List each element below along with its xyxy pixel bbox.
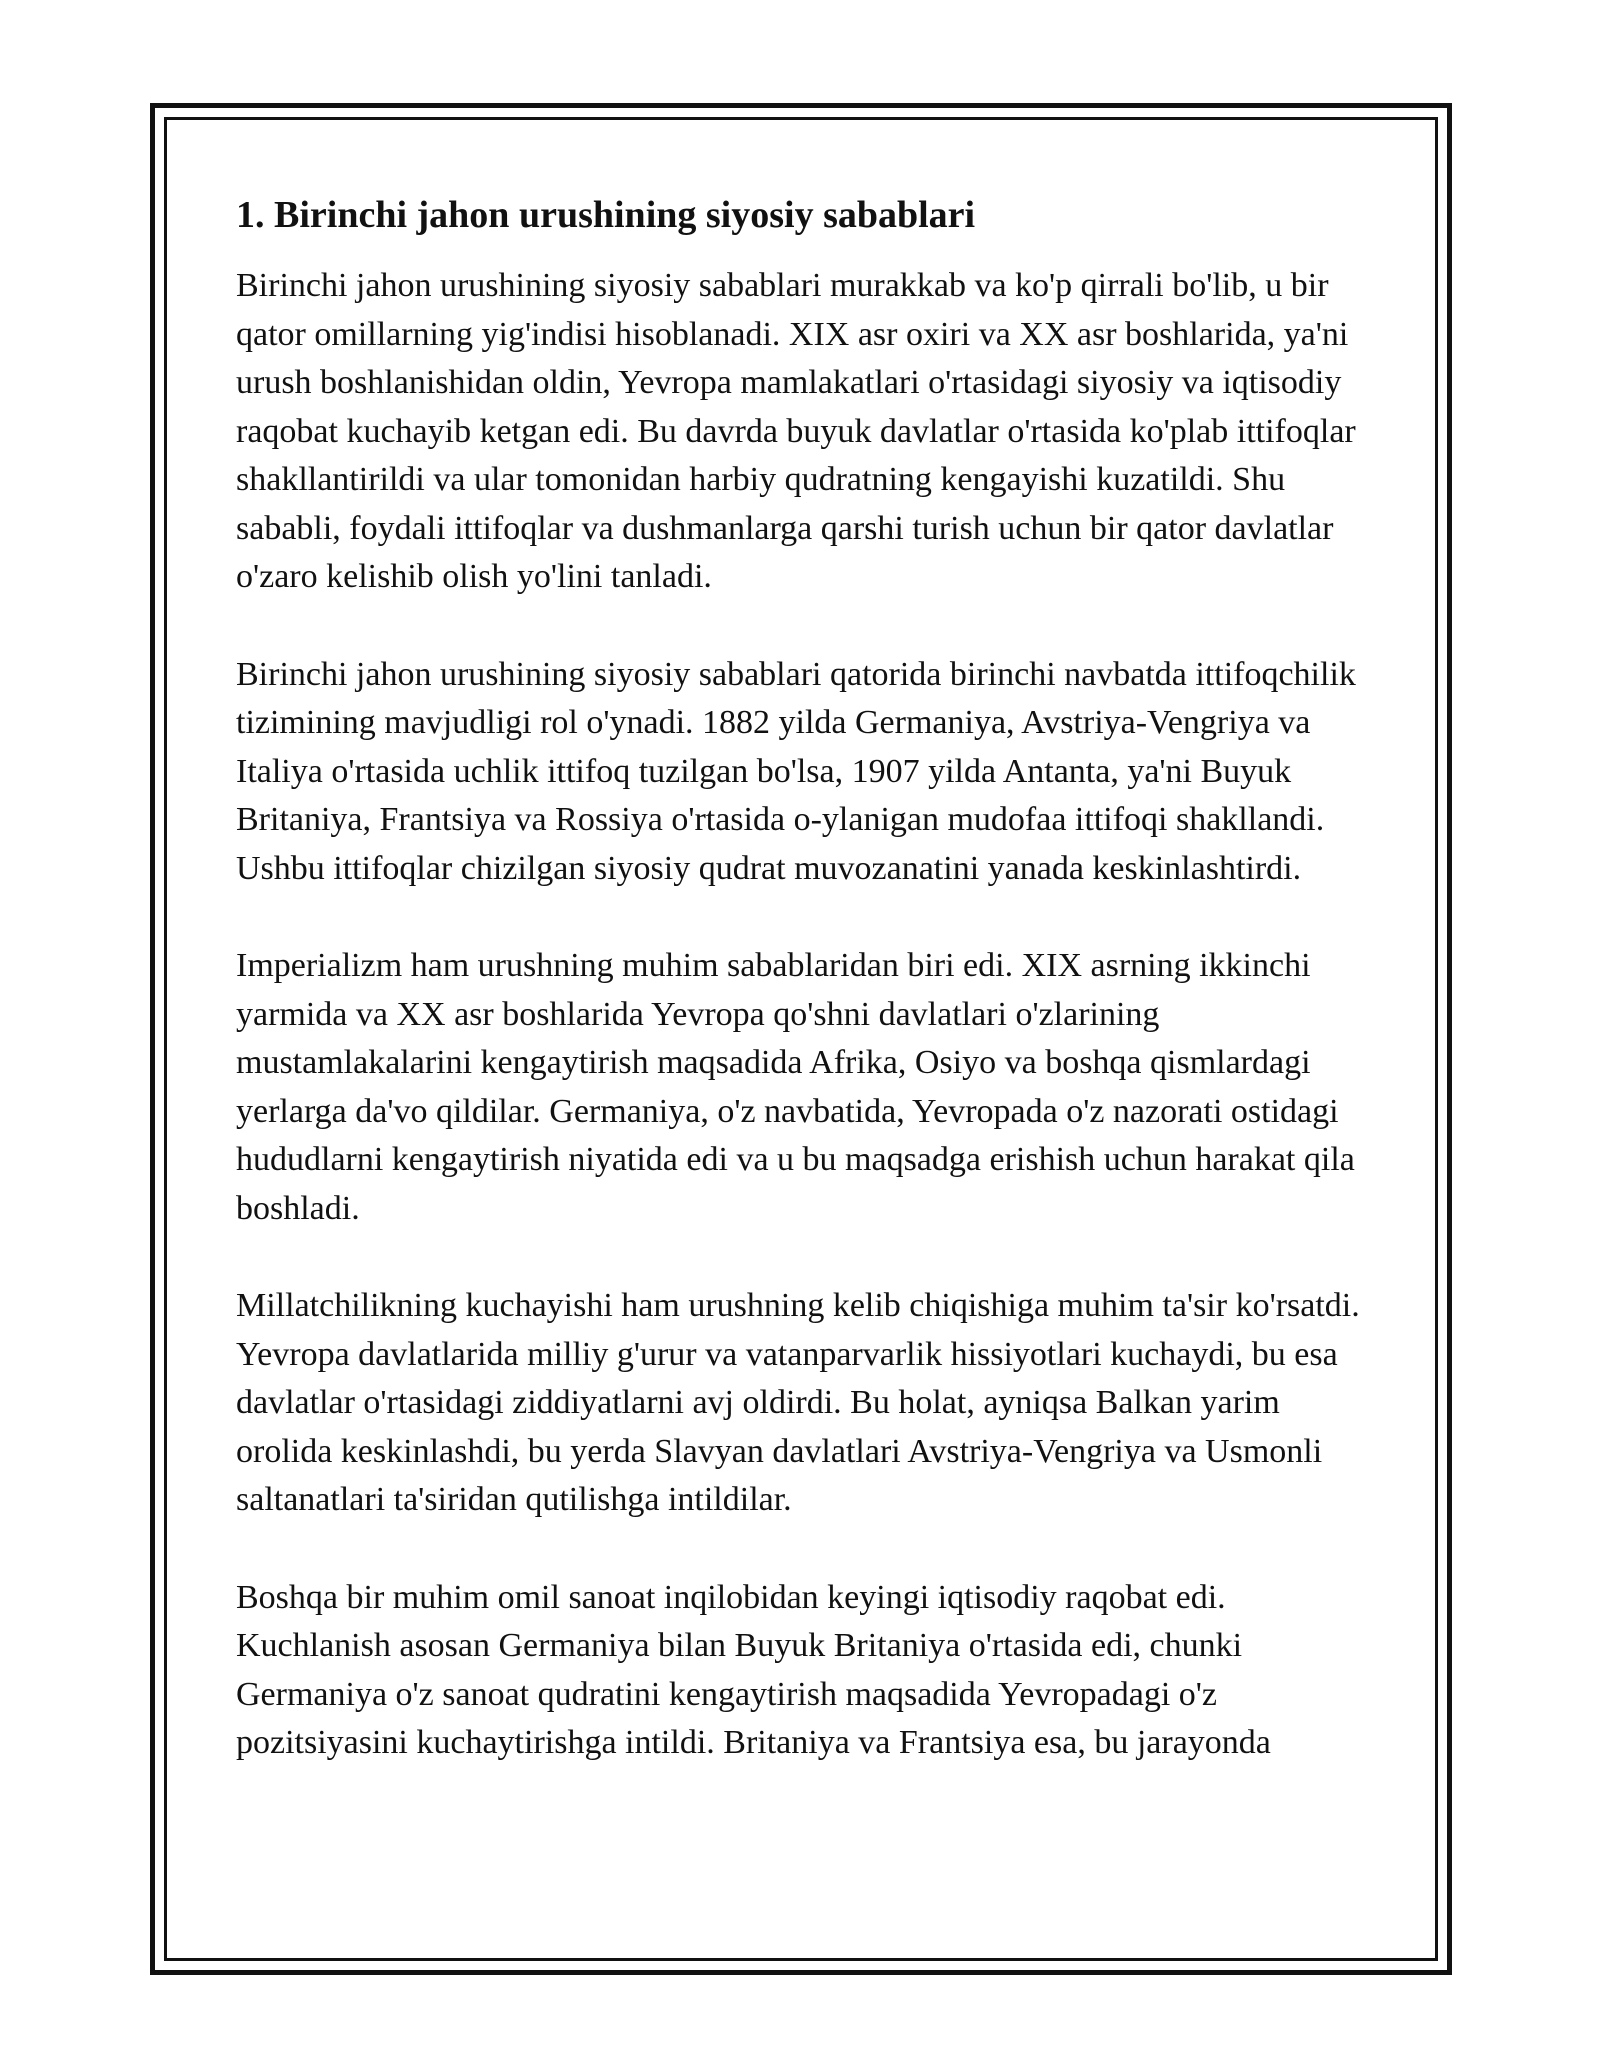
paragraph-5: Boshqa bir muhim omil sanoat inqilobidan keyingi iqtisodiy raqobat edi. Kuchlanish asosan Germaniya bilan Buyuk Britaniya o'rtasida edi, chunki Germaniya o'z sanoat qudratini kengaytirish maqsadida Yevropadagi o'z pozitsiyasini kuchaytirishga intildi. Britaniya va Frantsiya esa, bu jarayonda (236, 1578, 1271, 1761)
paragraph-2: Birinchi jahon urushining siyosiy sabablari qatorida birinchi navbatda ittifoqchilik tizimining mavjudligi rol o'ynadi. 1882 yilda Germaniya, Avstriya-Vengriya va Italiya o'rtasida uchlik ittifoq tuzilgan bo'lsa, 1907 yilda Antanta, ya'ni Buyuk Britaniya, Frantsiya va Rossiya o'rtasida o-ylanigan mudofaa ittifoqi shakllandi. Ushbu ittifoqlar chizilgan siyosiy qudrat muvozanatini yanada keskinlashtirdi. (236, 655, 1356, 887)
document-body (236, 190, 1376, 1817)
paragraph-4: Millatchilikning kuchayishi ham urushning kelib chiqishiga muhim ta'sir ko'rsatdi. Yevropa davlatlarida milliy g'urur va vatanparvarlik hissiyotlari kuchaydi, bu esa davlatlar o'rtasidagi ziddiyatlarni avj oldirdi. Bu holat, ayniqsa Balkan yarim orolida keskinlashdi, bu yerda Slavyan davlatlari Avstriya-Vengriya va Usmonli saltanatlari ta'siridan qutilishga intildilar. (236, 1287, 1360, 1518)
section-heading: 1. Birinchi jahon urushining siyosiy sabablari (236, 194, 976, 236)
paragraph-3: Imperializm ham urushning muhim sabablaridan biri edi. XIX asrning ikkinchi yarmida va XX asr boshlarida Yevropa qo'shni davlatlari o'zlarining mustamlakalarini kengaytirish maqsadida Afrika, Osiyo va boshqa qismlardagi yerlarga da'vo qildilar. Germaniya, o'z navbatida, Yevropada o'z nazorati ostidagi hududlarni kengaytirish niyatida edi va u bu maqsadga erishish uchun harakat qila boshladi. (236, 947, 1355, 1227)
paragraph-1: Birinchi jahon urushining siyosiy sabablari murakkab va ko'p qirrali bo'lib, u bir qator omillarning yig'indisi hisoblanadi. XIX asr oxiri va XX asr boshlarida, ya'ni urush boshlanishidan oldin, Yevropa mamlakatlari o'rtasidagi siyosiy va iqtisodiy raqobat kuchayib ketgan edi. Bu davrda buyuk davlatlar o'rtasida ko'plab ittifoqlar shakllantirildi va ular tomonidan harbiy qudratning kengayishi kuzatildi. Shu sababli, foydali ittifoqlar va dushmanlarga qarshi turish uchun bir qator davlatlar o'zaro kelishib olish yo'lini tanladi. (236, 267, 1356, 595)
